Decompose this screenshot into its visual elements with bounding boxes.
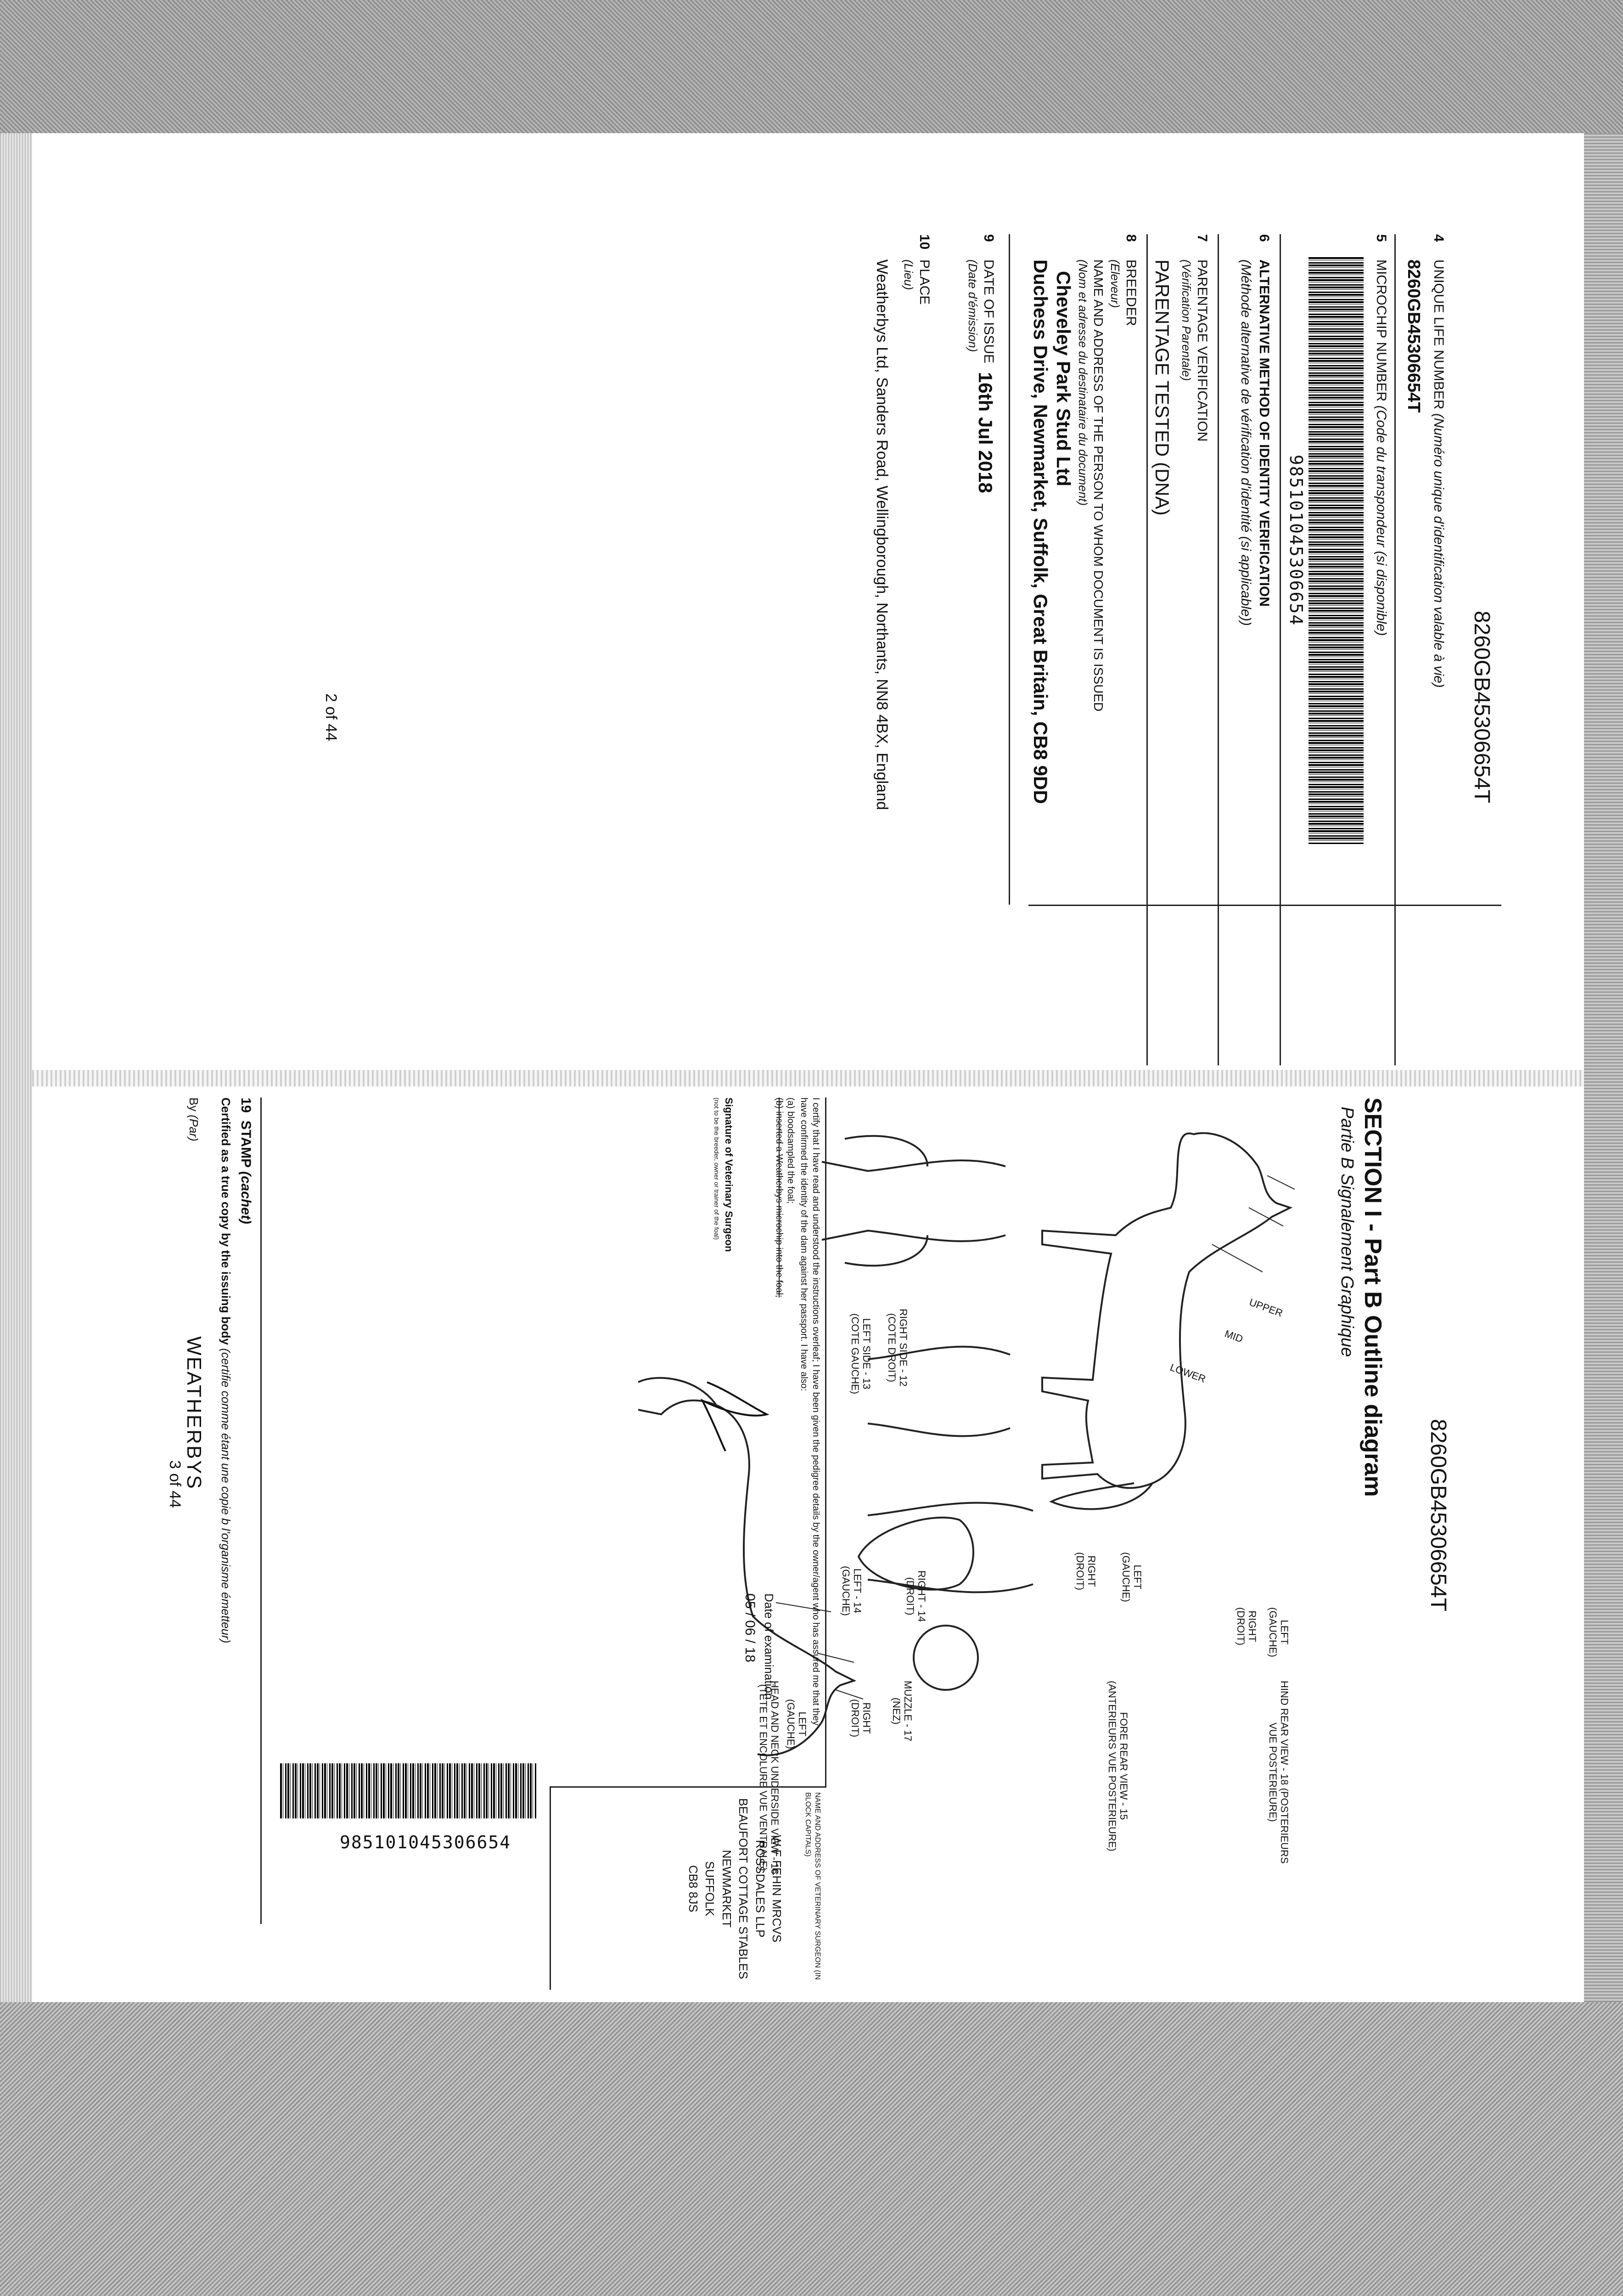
label-fore-right: RIGHT (DROIT)	[1074, 1552, 1097, 1591]
scan-border-right	[1584, 133, 1623, 2002]
certified-text: Certified as a true copy by the issuing body (certifie comme étant une copie b l'organisme émetteur)	[219, 1097, 233, 1643]
vet-line: BEAUFORT COTTAGE STABLES	[736, 1798, 751, 1979]
label-neck-right: RIGHT (DROIT)	[849, 1699, 872, 1738]
stamp-heading: 19 STAMP (cachet)	[238, 1097, 253, 1224]
label-head-neck-underside: HEAD AND NECK UNDERSIDE VIEW - 16 (TETE ET ENCOLURE VUE VENTRALE)	[757, 1681, 781, 1874]
label-head-left: LEFT - 14 (GAUCHE)	[840, 1566, 863, 1616]
vet-box-label: NAME AND ADDRESS OF VETERINARY SURGEON (IN BLOCK CAPITALS)	[804, 1792, 821, 1980]
certify-a: (a) bloodsampled the foal;	[786, 1097, 796, 1204]
microchip-barcode-number: 985101045306654	[1286, 455, 1306, 626]
parentage-value: PARENTAGE TESTED (DNA)	[1151, 259, 1173, 516]
microchip-barcode-2	[280, 1763, 537, 1818]
label-left-side: LEFT SIDE - 13 (COTE GAUCHE)	[849, 1313, 872, 1394]
neck-label-lower: LOWER	[1168, 1361, 1207, 1385]
label-fore-left: LEFT (GAUCHE)	[1120, 1552, 1143, 1602]
section-subtitle: Partie B Signalement Graphique	[1337, 1107, 1357, 1357]
passport-page-2: 8260GB45306654T 4 UNIQUE LIFE NUMBER (Numéro unique d'identification valable à vie) 8260GB45306654T 5 MICROCHIP NUMBER (Code du transpondeur (si disponible) 985101045306654 6 ALTERNATIVE METHOD OF IDENTITY VERIFICATION (Méthode alternative de vérification d'identité (si applicable)) 7 PARENTAGE VERIFICATION (Vérification Parentale) PARENTAGE TESTED (DNA) 8 BREEDER (Eleveur) NAME AND ADDRESS OF THE PERSON TO WHOM DOCUMENT IS ISSUED (Nom et adresse du destinataire du document) Cheveley Park Stud Ltd Duchess Drive, Newmarket, Suffolk, Great Britain, CB8 9DD 9 DATE OF ISSUE (Date d'émission) 16th Jul 2018 10 PLACE (Lieu) Weatherbys Ltd, Sanders Road, Wellingborough, Northants, NN8 4BX, England 2 of 44	[308, 234, 1501, 1065]
label-right-side: RIGHT SIDE - 12 (COTE DROIT)	[886, 1309, 909, 1387]
stamp-area	[178, 1097, 262, 1924]
box-top	[1009, 234, 1010, 905]
label-muzzle: MUZZLE - 17 (NEZ)	[890, 1681, 914, 1742]
vet-section-top	[825, 1097, 826, 1786]
label-hind-right: RIGHT (DROIT)	[1235, 1607, 1258, 1646]
item-label: UNIQUE LIFE NUMBER (Numéro unique d'identification valable à vie)	[1431, 259, 1446, 688]
issuer-name: WEATHERBYS	[183, 1336, 205, 1490]
divider	[1394, 234, 1396, 1065]
date-of-exam-value: 05 / 06 / 18	[742, 1593, 758, 1663]
breeder-address: Duchess Drive, Newmarket, Suffolk, Great Britain, CB8 9DD	[1030, 259, 1051, 804]
scan-border-top	[0, 0, 1623, 133]
place-value: Weatherbys Ltd, Sanders Road, Wellingborough, Northants, NN8 4BX, England	[873, 259, 891, 810]
certify-b: (b) inserted a Weatherbys microchip into the foal;	[774, 1097, 784, 1298]
ule-header: 8260GB45306654T	[1470, 611, 1494, 804]
ule-header: 8260GB45306654T	[1426, 1419, 1450, 1612]
label-hind-rear: HIND REAR VIEW - 18 (POSTERIEURS VUE POSTERIEURE)	[1267, 1681, 1290, 1864]
label-head-right: RIGHT - 14 (DROIT)	[904, 1570, 927, 1622]
divider	[1280, 234, 1281, 1065]
by-label: By (Par)	[187, 1097, 201, 1142]
page-number: 3 of 44	[166, 1460, 184, 1508]
scan-border-left	[0, 133, 32, 2002]
divider	[1218, 234, 1219, 1065]
page-fold	[32, 1070, 1584, 1086]
label-hind-left: LEFT (GAUCHE)	[1267, 1607, 1290, 1657]
vet-line: CB8 8JS	[686, 1865, 701, 1913]
ule-value: 8260GB45306654T	[1404, 259, 1423, 413]
section-title: SECTION I - Part B Outline diagram	[1359, 1097, 1386, 1497]
vet-address	[685, 1788, 785, 1990]
date-of-issue-value: 16th Jul 2018	[975, 372, 996, 493]
label-neck-left: LEFT (GAUCHE)	[785, 1699, 808, 1749]
label-fore-rear: FORE REAR VIEW - 15 (ANTERIEURS VUE POSTERIEURE)	[1106, 1681, 1129, 1851]
neck-label-upper: UPPER	[1247, 1296, 1285, 1319]
vet-name-box	[550, 1786, 826, 1990]
vet-line: SUFFOLK	[703, 1861, 717, 1916]
box-right	[1028, 905, 1501, 906]
vet-line: W F FEHIN MRCVS	[770, 1835, 784, 1942]
barcode-number: 985101045306654	[340, 1832, 511, 1852]
divider	[1146, 234, 1148, 1065]
date-of-exam-label: Date of examination	[762, 1593, 776, 1700]
signature-label: Signature of Veterinary Surgeon	[723, 1097, 735, 1252]
neck-label-mid: MID	[1223, 1328, 1245, 1345]
vet-line: ROSSDALES LLP	[753, 1840, 767, 1938]
microchip-barcode	[1309, 257, 1364, 845]
breeder-name: Cheveley Park Stud Ltd	[1053, 271, 1074, 487]
vet-signature	[693, 1373, 776, 1456]
page-number: 2 of 44	[322, 693, 340, 741]
passport-page-3	[69, 1097, 1451, 1988]
signature-note: (not to be the breeder, owner or trainer of the foal)	[713, 1097, 720, 1240]
vet-line: NEWMARKET	[719, 1850, 734, 1928]
certify-text: I certify that I have read and understood the instructions overleaf; I have been given the pedigree details by the owner/agent who has assured me that they have confirmed the identity of the dam against her passport. I have also:	[799, 1097, 821, 1726]
scan-border-bottom	[0, 2002, 1623, 2296]
